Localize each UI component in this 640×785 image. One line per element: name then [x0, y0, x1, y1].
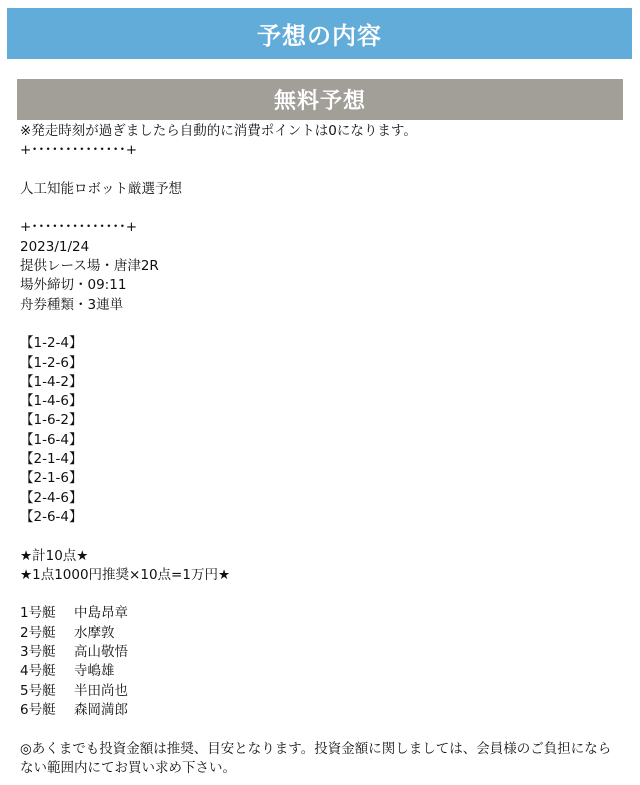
divider-top: +･･････････････+: [20, 142, 138, 159]
boat-row: [20, 682, 624, 701]
combination-item: 【1-6-2】: [20, 412, 83, 429]
combination-item: 【1-6-4】: [20, 431, 83, 448]
combination-item: 【1-2-4】: [20, 335, 83, 352]
racer-name: 半田尚也: [74, 682, 128, 699]
race-date: 2023/1/24: [20, 238, 90, 255]
combination-item: 【1-2-6】: [20, 354, 83, 371]
combination-list: [20, 334, 624, 527]
combination-item: 【1-4-6】: [20, 393, 83, 410]
spacer: [20, 585, 624, 604]
boat-list: [20, 604, 624, 720]
race-deadline: 場外締切・09:11: [20, 277, 127, 294]
boat-row: [20, 662, 624, 681]
stake-recommendation: ★1点1000円推奨×10点=1万円★: [20, 566, 231, 583]
point-notice: ※発走時刻が過ぎましたら自動的に消費ポイントは0になります。: [20, 123, 417, 139]
racer-name: 寺嶋雄: [74, 663, 115, 680]
racer-name: 中島昂章: [74, 605, 128, 622]
spacer: [20, 315, 624, 334]
combination-item: 【2-1-4】: [20, 451, 83, 468]
spacer: [20, 720, 624, 739]
combination-item: 【1-4-2】: [20, 373, 83, 390]
racer-name: 高山敬悟: [74, 644, 128, 661]
combination-item: 【2-1-6】: [20, 470, 83, 487]
prediction-name: 人工知能ロボット厳選予想: [20, 180, 182, 197]
section-header: [17, 79, 623, 120]
divider-bottom: +･･････････････+: [20, 219, 138, 236]
racer-name: 水摩敦: [74, 624, 115, 641]
spacer: [20, 161, 624, 180]
boat-number: 3号艇: [20, 644, 56, 661]
combination-item: 【2-6-4】: [20, 508, 83, 525]
section-title: 無料予想: [273, 89, 366, 114]
page-title-banner: [7, 8, 632, 59]
spacer: [20, 527, 624, 546]
boat-number: 6号艇: [20, 701, 56, 718]
combination-item: 【2-4-6】: [20, 489, 83, 506]
race-venue: 提供レース場・唐津2R: [20, 258, 159, 275]
boat-number: 2号艇: [20, 624, 56, 641]
boat-number: 4号艇: [20, 663, 56, 680]
page-title: 予想の内容: [257, 22, 382, 50]
prediction-content: [20, 122, 624, 778]
investment-disclaimer: ◎あくまでも投資金額は推奨、目安となります。投資金額に関しましては、会員様のご負担にならない範囲内にてお買い求め下さい。: [20, 740, 612, 776]
boat-row: [20, 604, 624, 623]
boat-number: 5号艇: [20, 682, 56, 699]
spacer: [20, 199, 624, 218]
boat-row: [20, 624, 624, 643]
boat-number: 1号艇: [20, 605, 56, 622]
bet-type: 舟券種類・3連単: [20, 296, 124, 313]
racer-name: 森岡満郎: [74, 701, 128, 718]
boat-row: [20, 643, 624, 662]
boat-row: [20, 701, 624, 720]
total-points: ★計10点★: [20, 547, 89, 564]
